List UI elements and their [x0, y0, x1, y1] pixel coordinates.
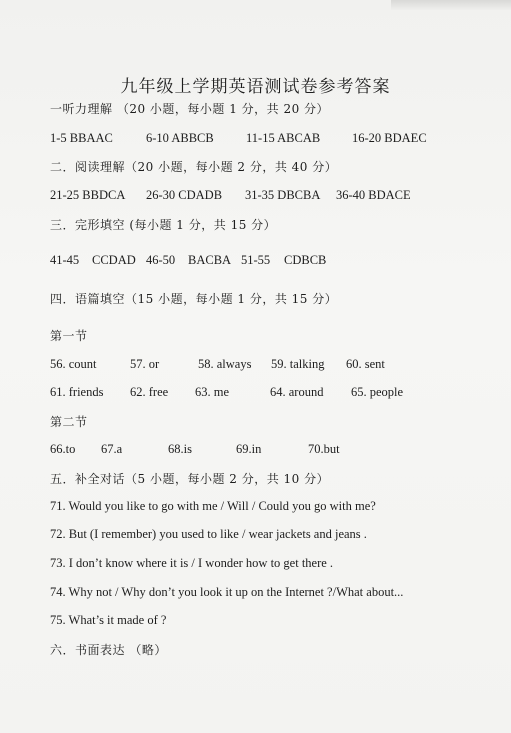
page-title: 九年级上学期英语测试卷参考答案 — [120, 77, 391, 97]
section6-heading: 六．书面表达 （略） — [50, 643, 167, 657]
section2-heading: 二．阅读理解（20 小题，每小题 2 分，共 40 分） — [50, 160, 338, 174]
answer-group: 21-25 BBDCA — [50, 188, 126, 202]
blank-answer: 65. people — [351, 385, 404, 399]
blank-answer: 67.a — [101, 442, 123, 456]
blank-answer: 61. friends — [50, 385, 104, 399]
blank-answer: 69.in — [236, 442, 262, 456]
blank-answer: 57. or — [130, 357, 160, 371]
blank-answer: 59. talking — [271, 357, 325, 371]
blank-answer: 63. me — [195, 385, 230, 399]
dialogue-answer-75: 75. What’s it made of ? — [50, 613, 167, 627]
answer-letters: CCDAD — [92, 253, 136, 267]
blank-answer: 58. always — [198, 357, 252, 371]
dialogue-answer-74: 74. Why not / Why don’t you look it up on the Internet ?/What about... — [50, 585, 404, 599]
answer-group: 26-30 CDADB — [146, 188, 223, 202]
blank-answer: 66.to — [50, 442, 76, 456]
blank-answer: 62. free — [130, 385, 169, 399]
dialogue-answer-72: 72. But (I remember) you used to like / wear jackets and jeans . — [50, 527, 367, 541]
dialogue-answer-71: 71. Would you like to go with me / Will / Could you go with me? — [50, 499, 376, 513]
answer-range: 51-55 — [241, 253, 271, 267]
section5-heading: 五．补全对话（5 小题，每小题 2 分，共 10 分） — [50, 472, 330, 486]
answer-group: 11-15 ABCAB — [246, 131, 321, 145]
answer-group: 1-5 BBAAC — [50, 131, 113, 145]
answer-range: 46-50 — [146, 253, 176, 267]
section4-heading: 四．语篇填空（15 小题，每小题 1 分，共 15 分） — [50, 292, 338, 306]
part1-label: 第一节 — [50, 329, 88, 343]
blank-answer: 64. around — [270, 385, 324, 399]
answer-letters: CDBCB — [284, 253, 327, 267]
answer-group: 16-20 BDAEC — [352, 131, 427, 145]
section3-heading: 三．完形填空 (每小题 1 分，共 15 分） — [50, 218, 277, 232]
blank-answer: 70.but — [308, 442, 340, 456]
dialogue-answer-73: 73. I don’t know where it is / I wonder how to get there . — [50, 556, 334, 570]
blank-answer: 68.is — [168, 442, 192, 456]
answer-group: 31-35 DBCBA — [245, 188, 321, 202]
answer-range: 41-45 — [50, 253, 80, 267]
answer-group: 6-10 ABBCB — [146, 131, 214, 145]
blank-answer: 60. sent — [346, 357, 385, 371]
part2-label: 第二节 — [50, 415, 88, 429]
answer-letters: BACBA — [188, 253, 232, 267]
section1-heading: 一听力理解 （20 小题，每小题 1 分，共 20 分） — [50, 102, 330, 116]
paper-corner-shadow — [391, 0, 511, 10]
blank-answer: 56. count — [50, 357, 97, 371]
answer-group: 36-40 BDACE — [336, 188, 411, 202]
